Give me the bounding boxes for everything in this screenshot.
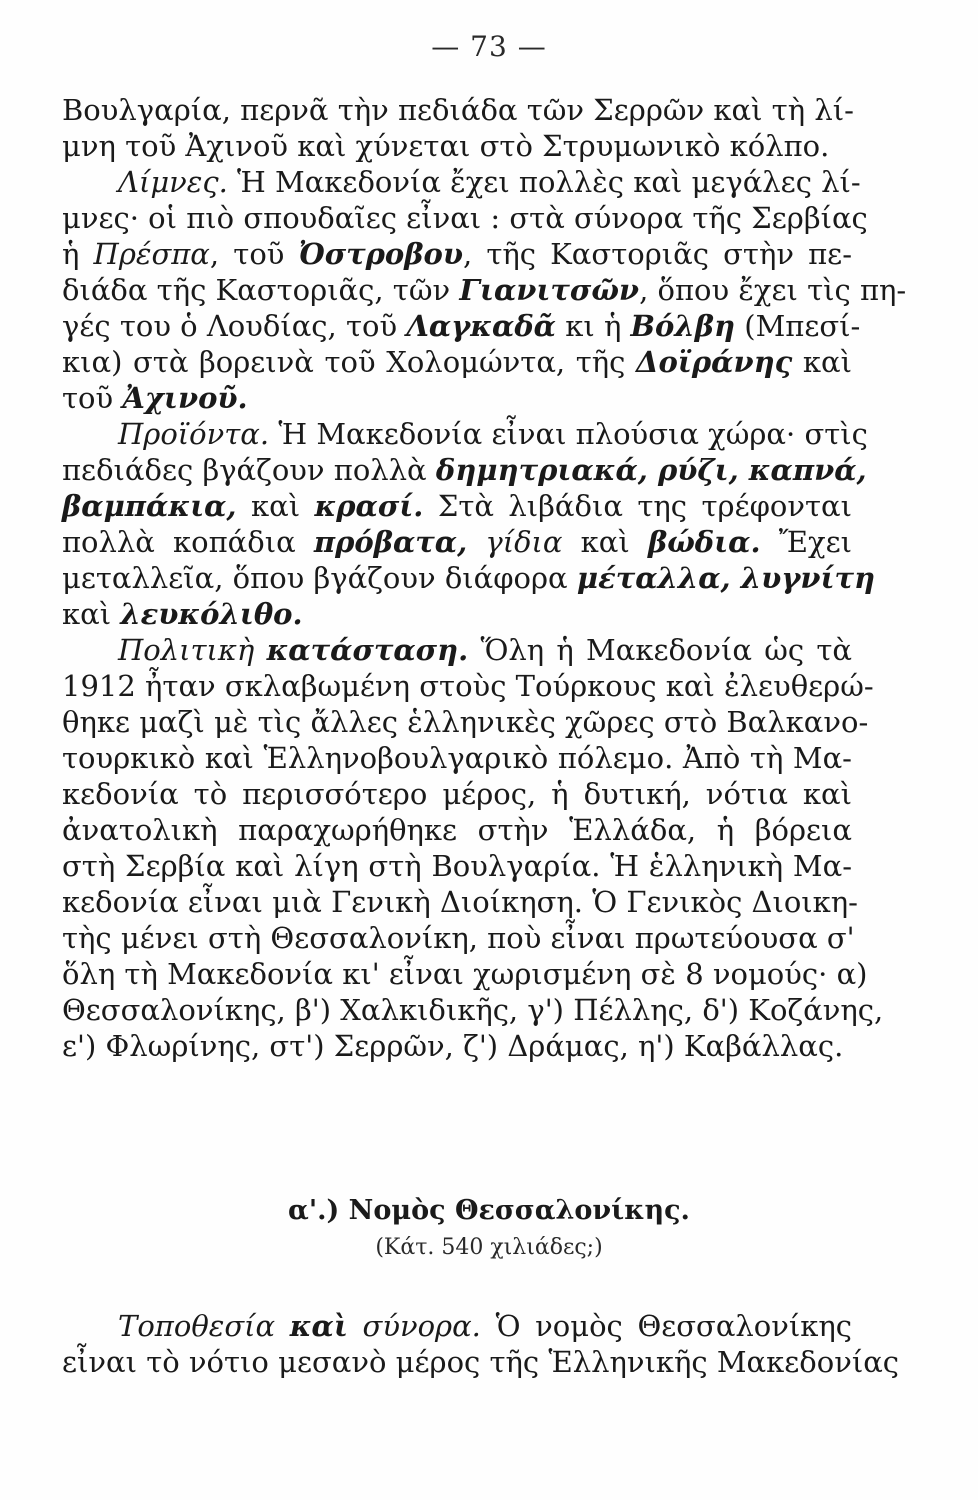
text-run: Δοϊράνης — [635, 345, 793, 379]
text-run: Ἡ Μακεδονία ἔχει πολλὲς καὶ μεγάλες λί- — [227, 165, 861, 199]
text-line — [62, 524, 852, 560]
text-run: καὶ — [62, 597, 121, 631]
text-run: κια) στὰ βορεινὰ τοῦ Χολομώντα, τῆς — [62, 345, 636, 379]
text-run: Ἡ Μακεδονία εἶναι πλούσια χώρα· στὶς — [269, 417, 868, 451]
text-line — [62, 920, 855, 956]
text-line — [62, 632, 852, 668]
text-line — [62, 1344, 900, 1380]
text-run: Πολιτικὴ — [118, 633, 255, 667]
text-run: ε') Φλωρίνης, στ') Σερρῶν, ζ') Δράμας, η') Καβάλλας. — [62, 1029, 844, 1063]
text-line — [62, 452, 867, 488]
text-run: , ὅπου ἔχει τὶς πη- — [639, 273, 907, 307]
text-line — [62, 92, 852, 128]
text-run: Ἀχινοῦ καὶ χύνεται στὸ Στρυμωνικὸ κόλπο. — [185, 129, 830, 163]
page-number: — 73 — — [431, 30, 547, 63]
text-run: βαμπάκια, — [62, 489, 237, 523]
text-line — [62, 668, 874, 704]
text-run: τουρκικὸ καὶ Ἑλληνοβουλγαρικὸ πόλεμο. Ἀπὸ τὴ Μα- — [62, 741, 852, 775]
text-line — [62, 992, 884, 1028]
text-run: μνες· οἱ πιὸ σπουδαῖες εἶναι : στὰ σύνορα τῆς Σερβίας — [62, 201, 868, 235]
text-run: καὶ — [792, 345, 852, 379]
section-body-text — [62, 1308, 900, 1380]
text-line — [62, 560, 876, 596]
text-run: μεταλλεῖα, ὅπου βγάζουν διάφορα — [62, 561, 577, 595]
text-line — [62, 236, 852, 272]
text-line — [62, 380, 852, 416]
text-run: Πρέσπα — [93, 237, 210, 271]
text-line — [62, 740, 852, 776]
text-run: κρασί. — [314, 489, 424, 523]
text-run: ἡ — [62, 237, 94, 271]
text-run: πρόβατα, — [313, 525, 468, 559]
text-run: κατάσταση. — [266, 633, 469, 667]
text-run: κεδονία εἶναι μιὰ Γενικὴ Διοίκηση. Ὁ Γενικὸς Διοικη- — [62, 885, 858, 919]
text-run: στὴ Σερβία καὶ λίγη στὴ Βουλγαρία. Ἡ ἑλληνικὴ Μα- — [62, 849, 852, 883]
text-run: καὶ — [289, 1309, 348, 1343]
text-run — [467, 525, 485, 559]
text-line — [62, 704, 869, 740]
text-run: Ὅλη ἡ Μακεδονία ὡς τὰ — [468, 633, 852, 667]
text-run: Ὀστροβου — [298, 237, 463, 271]
text-line — [62, 884, 858, 920]
text-line — [62, 200, 868, 236]
text-run: καὶ — [562, 525, 648, 559]
text-run: Τοποθεσία — [118, 1309, 276, 1343]
text-run: Λίμνες. — [118, 165, 228, 199]
text-run: Βόλβη — [630, 309, 736, 343]
text-run: κεδονία τὸ περισσότερο μέρος, ἡ δυτική, νότια καὶ — [62, 777, 852, 811]
text-line — [62, 1308, 852, 1344]
text-run: καὶ — [236, 489, 315, 523]
text-line — [62, 488, 852, 524]
text-line — [62, 1028, 852, 1064]
text-run: σύνορα. — [362, 1309, 481, 1343]
text-run: Ἀχινοῦ. — [122, 381, 248, 415]
text-run — [348, 1309, 363, 1343]
text-run: τοῦ — [62, 381, 123, 415]
text-run — [254, 633, 266, 667]
section-subheading: (Κάτ. 540 χιλιάδες;) — [375, 1235, 603, 1260]
text-run: κι ἡ — [556, 309, 631, 343]
text-run: ἀνατολικὴ παραχωρήθηκε στὴν Ἑλλάδα, ἡ βόρεια — [62, 813, 852, 847]
text-run: βώδια. — [647, 525, 761, 559]
text-run: Προϊόντα. — [118, 417, 270, 451]
text-run: γές του ὁ Λουδίας, τοῦ — [62, 309, 407, 343]
text-line — [62, 272, 907, 308]
text-line — [62, 416, 868, 452]
text-run: , τῆς Καστοριᾶς στὴν πε- — [462, 237, 852, 271]
text-run: διάδα τῆς Καστοριᾶς, τῶν — [62, 273, 460, 307]
text-run: δημητριακά, ρύζι, καπνά, — [435, 453, 867, 487]
text-run: Θεσσαλονίκης, β') Χαλκιδικῆς, γ') Πέλλης, δ') Κοζάνης, — [62, 993, 884, 1027]
text-run — [275, 1309, 290, 1343]
text-line — [62, 776, 852, 812]
text-run: λευκόλιθο. — [120, 597, 303, 631]
text-run: Βουλγαρία, περνᾶ τὴν πεδιάδα τῶν Σερρῶν καὶ τὴ λί- — [62, 93, 854, 127]
text-run: (Μπεσί- — [735, 309, 861, 343]
section-heading: α'.) Νομὸς Θεσσαλονίκης. — [288, 1195, 690, 1226]
text-line — [62, 344, 852, 380]
text-run: , τοῦ — [209, 237, 299, 271]
text-line — [62, 848, 852, 884]
text-run: Λαγκαδᾶ — [406, 309, 557, 343]
text-run: Γιανιτσῶν — [459, 273, 640, 307]
text-line — [62, 308, 861, 344]
text-run: 1912 ἦταν σκλαβωμένη στοὺς Τούρκους καὶ ἐλευθερώ- — [62, 669, 874, 703]
text-run: γίδια — [485, 525, 563, 559]
text-run: Ἔχει — [760, 525, 852, 559]
text-line — [62, 164, 861, 200]
text-run: τὴς μένει στὴ Θεσσαλονίκη, ποὺ εἶναι πρωτεύουσα σ' — [62, 921, 855, 955]
text-run: Στὰ λιβάδια της τρέφονται — [423, 489, 852, 523]
text-run: Ὁ νομὸς Θεσσαλονίκης — [480, 1309, 853, 1343]
text-run: μνη τοῦ — [62, 129, 186, 163]
text-line — [62, 596, 852, 632]
text-run: πεδιάδες βγάζουν πολλὰ — [62, 453, 436, 487]
text-run: θηκε μαζὶ μὲ τὶς ἄλλες ἑλληνικὲς χῶρες στὸ Βαλκανο- — [62, 705, 869, 739]
text-run: μέταλλα, λυγνίτη — [576, 561, 876, 595]
body-text — [62, 92, 907, 1064]
text-run: ὅλη τὴ Μακεδονία κι' εἶναι χωρισμένη σὲ 8 νομούς· α) — [62, 957, 868, 991]
text-line — [62, 812, 852, 848]
text-line — [62, 956, 868, 992]
text-run: πολλὰ κοπάδια — [62, 525, 314, 559]
text-line — [62, 128, 852, 164]
text-run: εἶναι τὸ νότιο μεσανὸ μέρος τῆς Ἑλληνικῆς Μακεδονίας — [62, 1345, 900, 1379]
